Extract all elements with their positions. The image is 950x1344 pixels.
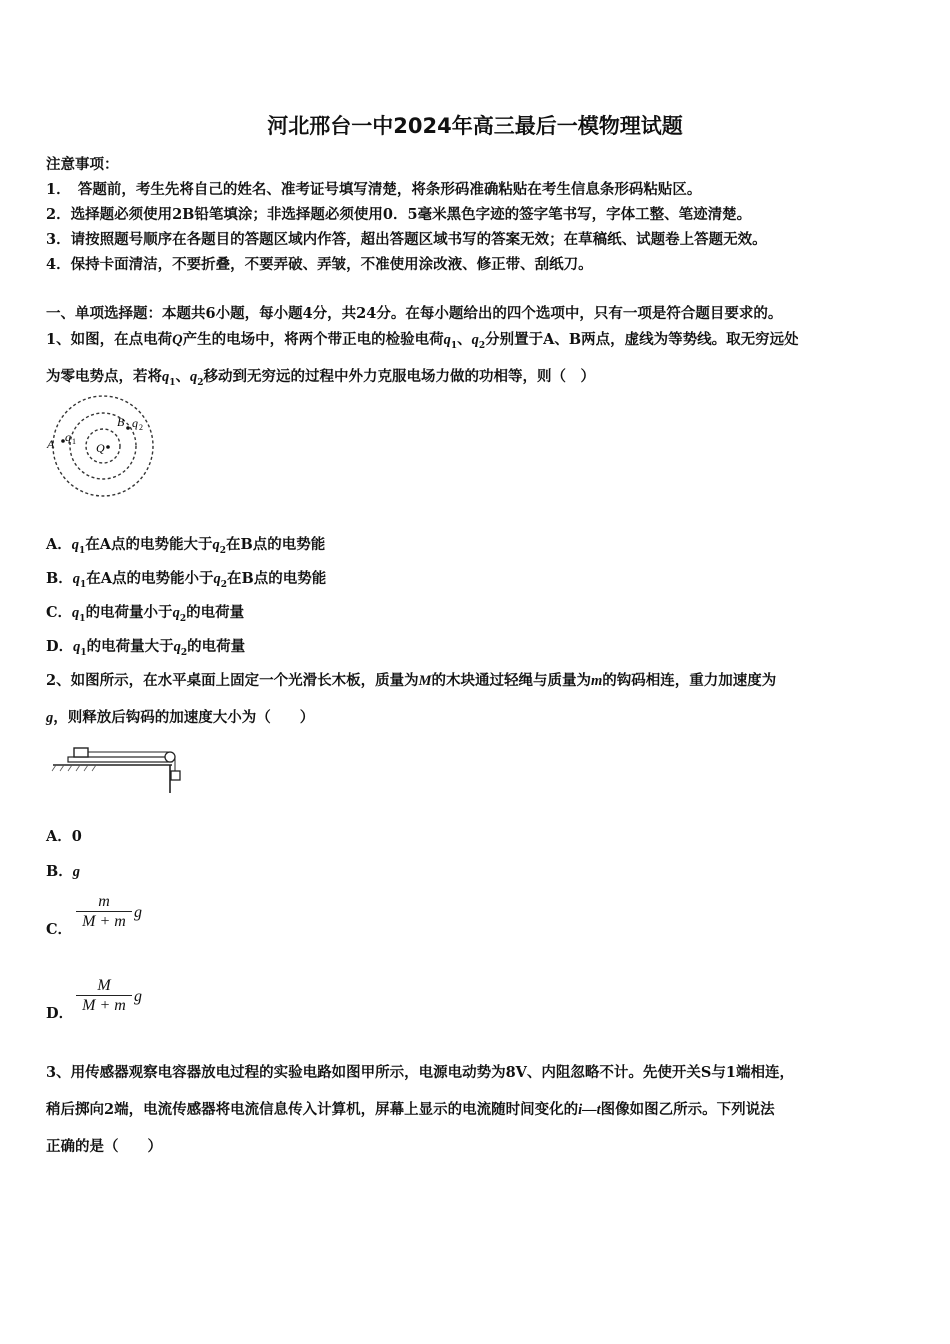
q1-option-d[interactable]: D．$q_1$的电荷量大于$q_2$的电荷量 [46,638,246,658]
q2-line-1: 2、如图所示，在水平桌面上固定一个光滑长木板，质量为M的木块通过轻绳与质量为m的钩码相连，重力加速度为 [46,672,777,689]
q1-option-c[interactable]: C．$q_1$的电荷量小于$q_2$的电荷量 [46,604,245,624]
q2-option-c-fraction: $\frac{m}{M + m}$ [76,893,132,931]
fig-label-q2-sub: 2 [139,423,143,432]
q1-line-1: 1、如图，在点电荷Q产生的电场中，将两个带正电的检验电荷$q_1$、$q_2$分别置于A、B两点，虚线为等势线。取无穷远处 [46,331,799,351]
q1-figure [44,393,166,499]
q2-option-a[interactable]: A．0 [46,828,82,845]
fig-label-A: A [47,437,55,451]
fig-label-B: B [117,415,125,429]
q1-line-2: 为零电势点，若将$q_1$、$q_2$移动到无穷远的过程中外力克服电场力做的功相等，则（ ） [46,368,596,388]
fig-label-q2: q [132,416,138,430]
q2-figure [50,743,190,797]
q2-option-c-label[interactable]: C． [46,921,73,938]
fig-label-q1: q [65,430,71,444]
fig-label-q1-sub: 1 [72,437,76,446]
note-item-2: 2．选择题必须使用2B铅笔填涂；非选择题必须使用0．5毫米黑色字迹的签字笔书写，字体工整、笔迹清楚。 [46,206,752,223]
section-heading: 一、单项选择题：本题共6小题，每小题4分，共24分。在每小题给出的四个选项中，只有一项是符合题目要求的。 [46,305,783,322]
page-title: 河北邢台一中2024年高三最后一模物理试题 [267,114,683,138]
note-item-3: 3．请按照题号顺序在各题目的答题区域内作答，超出答题区域书写的答案无效；在草稿纸、试题卷上答题无效。 [46,231,767,248]
q1-option-a[interactable]: A．$q_1$在A点的电势能大于$q_2$在B点的电势能 [46,536,326,556]
q2-option-b[interactable]: B．g [46,863,81,880]
notes-heading: 注意事项： [46,156,119,173]
note-item-4: 4．保持卡面清洁，不要折叠，不要弄破、弄皱，不准使用涂改液、修正带、刮纸刀。 [46,256,593,273]
q3-line-2: 稍后掷向2端，电流传感器将电流信息传入计算机，屏幕上显示的电流随时间变化的i—t图像如图乙所示。下列说法 [46,1101,775,1118]
q2-option-d-g: g [134,988,142,1005]
note-item-1: 1． 答题前，考生先将自己的姓名、准考证号填写清楚，将条形码准确粘贴在考生信息条形码粘贴区。 [46,181,702,198]
q2-line-2: g，则释放后钩码的加速度大小为（ ） [46,709,315,726]
q2-option-d-label[interactable]: D． [46,1005,74,1022]
q2-option-d-fraction: $\frac{M}{M + m}$ [76,977,132,1015]
q1-option-b[interactable]: B．$q_1$在A点的电势能小于$q_2$在B点的电势能 [46,570,327,590]
q3-line-3: 正确的是（ ） [46,1138,162,1155]
q2-option-c-g: g [134,904,142,921]
q3-line-1: 3、用传感器观察电容器放电过程的实验电路如图甲所示，电源电动势为8V、内阻忽略不计。先使开关S与1端相连， [46,1064,794,1081]
fig-label-Q: Q [96,441,105,455]
